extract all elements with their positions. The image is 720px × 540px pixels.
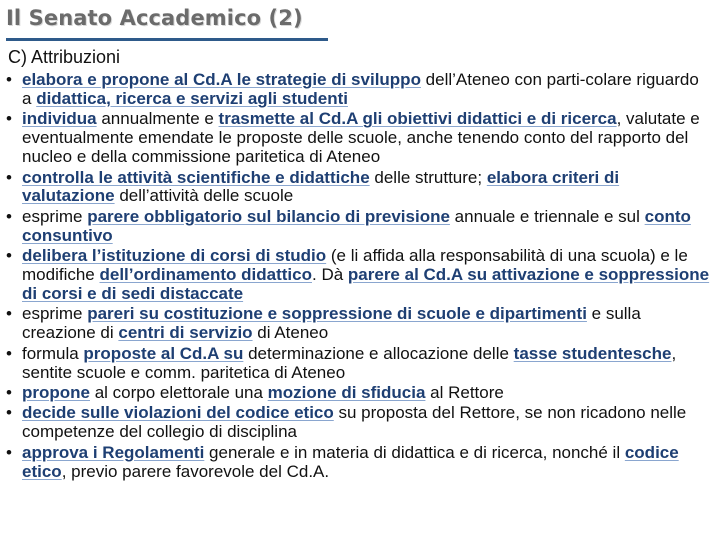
bullet-marker: • bbox=[6, 206, 12, 226]
bullet-text: annuale e triennale e sul bbox=[449, 206, 645, 226]
bullet-item bbox=[6, 208, 710, 246]
highlighted-phrase: centri di servizio bbox=[118, 323, 253, 343]
bullet-text: su proposta del Rettore, se non ricadono nelle competenze del collegio di disciplina bbox=[22, 403, 687, 442]
highlighted-phrase: elabora criteri di valutazione bbox=[22, 167, 620, 206]
bullet-text: formula bbox=[22, 343, 84, 363]
bullet-marker: • bbox=[6, 403, 12, 423]
highlighted-phrase: parere al Cd.A su attivazione e soppressione di corsi e di sedi distaccate bbox=[22, 265, 710, 303]
highlighted-phrase: tasse studentesche bbox=[513, 343, 672, 363]
bullet-text: , previo parere favorevole del Cd.A. bbox=[61, 461, 330, 481]
highlighted-phrase: dell’ordinamento didattico bbox=[99, 265, 312, 285]
highlighted-phrase: propone bbox=[22, 383, 90, 402]
highlighted-phrase: parere obbligatorio sul bilancio di previsione bbox=[87, 206, 450, 226]
bullet-text: . Dà bbox=[312, 265, 348, 285]
highlighted-phrase: pareri su costituzione e soppressione di scuole e dipartimenti bbox=[87, 304, 587, 324]
bullet-text: determinazione e allocazione delle bbox=[243, 343, 514, 363]
bullet-text: e sulla creazione di bbox=[22, 304, 641, 343]
highlighted-phrase: individua bbox=[22, 109, 97, 129]
bullet-text: dell’attività delle scuole bbox=[114, 186, 294, 206]
bullet-item bbox=[6, 169, 710, 207]
bullet-marker: • bbox=[6, 109, 12, 129]
highlighted-phrase: elabora e propone al Cd.A le strategie di sviluppo bbox=[22, 70, 421, 89]
bullet-text: esprime bbox=[22, 206, 88, 226]
bullet-text: al Rettore bbox=[425, 383, 504, 402]
highlighted-phrase: mozione di sfiducia bbox=[267, 383, 426, 402]
bullet-item bbox=[6, 404, 710, 442]
bullet-item bbox=[6, 247, 710, 304]
bullet-text: esprime bbox=[22, 304, 88, 324]
bullet-marker: • bbox=[6, 167, 12, 187]
bullet-text: (e li affida alla responsabilità di una scuola) e le modifiche bbox=[22, 246, 688, 285]
bullet-text: , sentite scuole e comm. paritetica di Ateneo bbox=[22, 343, 677, 382]
bullet-text: annualmente e bbox=[96, 109, 219, 129]
section-heading: C) Attribuzioni bbox=[8, 47, 121, 67]
highlighted-phrase: approva i Regolamenti bbox=[22, 442, 205, 462]
bullet-text: delle strutture; bbox=[369, 167, 487, 187]
bullet-text: , valutate e eventualmente emendate le proposte delle scuole, anche tenendo conto del rapporto del nucleo e della commissione paritetica di Ateneo bbox=[22, 109, 700, 167]
bullet-text: al corpo elettorale una bbox=[90, 383, 268, 402]
bullet-item bbox=[6, 384, 710, 403]
bullet-item bbox=[6, 71, 710, 109]
highlighted-phrase: controlla le attività scientifiche e didattiche bbox=[22, 167, 370, 187]
bullet-marker: • bbox=[6, 343, 12, 363]
bullet-text: dell’Ateneo con parti-colare riguardo a bbox=[22, 70, 699, 108]
highlighted-phrase: conto consuntivo bbox=[22, 206, 691, 245]
bullet-marker: • bbox=[6, 383, 12, 402]
bullet-marker: • bbox=[6, 442, 12, 462]
highlighted-phrase: delibera l’istituzione di corsi di studio bbox=[22, 246, 327, 266]
highlighted-phrase: proposte al Cd.A su bbox=[83, 343, 244, 363]
title-underline bbox=[6, 38, 328, 41]
highlighted-phrase: didattica, ricerca e servizi agli studenti bbox=[36, 88, 348, 108]
bullet-marker: • bbox=[6, 70, 12, 89]
bullet-item bbox=[6, 305, 710, 343]
highlighted-phrase: decide sulle violazioni del codice etico bbox=[22, 403, 334, 423]
slide-title: Il Senato Accademico (2) bbox=[6, 6, 303, 30]
bullet-item bbox=[6, 345, 710, 383]
highlighted-phrase: codice etico bbox=[22, 442, 679, 481]
bullet-list bbox=[6, 71, 710, 483]
bullet-item bbox=[6, 444, 710, 482]
highlighted-phrase: trasmette al Cd.A gli obiettivi didattici e di ricerca bbox=[218, 109, 617, 129]
bullet-marker: • bbox=[6, 246, 12, 266]
bullet-marker: • bbox=[6, 304, 12, 324]
bullet-text: generale e in materia di didattica e di ricerca, nonché il bbox=[204, 442, 625, 462]
bullet-item bbox=[6, 110, 710, 167]
bullet-text: di Ateneo bbox=[252, 323, 329, 343]
